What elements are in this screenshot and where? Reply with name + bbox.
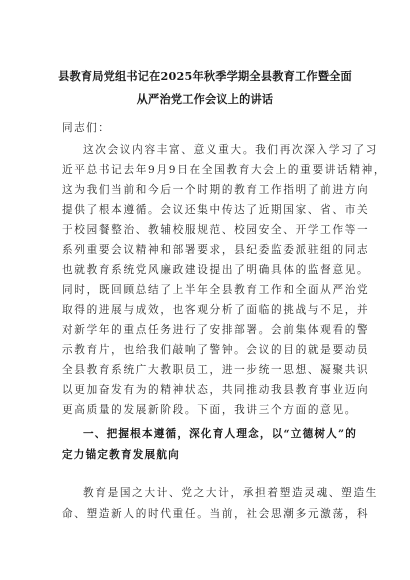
document-title-line-1: 县教育局党组书记在2025年秋季学期全县教育工作暨全面: [58, 69, 352, 83]
section-heading-line: 定力锚定教育发展航向: [62, 449, 180, 461]
document-title-line-2: 从严治党工作会议上的讲话: [136, 92, 274, 106]
paragraph-line: 系列重要会议精神和部署要求，县纪委监委派驻组的同志: [62, 244, 370, 256]
paragraph-line: 也就教育系统党风廉政建设提出了明确具体的监督意见。: [62, 264, 370, 276]
paragraph-line: 教育是国之大计、党之大计，承担着塑造灵魂、塑造生: [83, 487, 379, 499]
salutation: 同志们：: [62, 122, 111, 134]
paragraph-line: 命、塑造新人的时代重任。当前，社会思潮多元激荡，科: [62, 508, 370, 520]
paragraph-line: 这次会议内容丰富、意义重大。我们再次深入学习了习: [83, 144, 379, 156]
paragraph-line: 同时，既回顾总结了上半年全县教育工作和全面从严治党: [62, 284, 370, 296]
section-heading-line: 一、把握根本遵循，深化育人理念，以“立德树人”的: [83, 428, 358, 440]
paragraph-line: 更高质量的发展新阶段。下面，我讲三个方面的意见。: [62, 404, 358, 416]
paragraph-line: 提供了根本遵循。会议还集中传达了近期国家、省、市关: [62, 204, 370, 216]
paragraph-line: 对新学年的重点任务进行了安排部署。会前集体观看的警: [62, 324, 370, 336]
paragraph-line: 近平总书记去年9月9日在全国教育大会上的重要讲话精神，: [62, 164, 387, 176]
paragraph-line: 于校园餐整治、教辅校服规范、校园安全、开学工作等一: [62, 224, 370, 236]
paragraph-line: 全县教育系统广大教职员工，进一步统一思想、凝聚共识: [62, 364, 370, 376]
paragraph-line: 取得的进展与成效，也客观分析了面临的挑战与不足，并: [62, 304, 370, 316]
paragraph-line: 这为我们当前和今后一个时期的教育工作指明了前进方向: [62, 184, 370, 196]
paragraph-line: 示教育片，也给我们敲响了警钟。会议的目的就是要动员: [62, 344, 370, 356]
paragraph-line: 以更加奋发有为的精神状态，共同推动我县教育事业迈向: [62, 384, 370, 396]
